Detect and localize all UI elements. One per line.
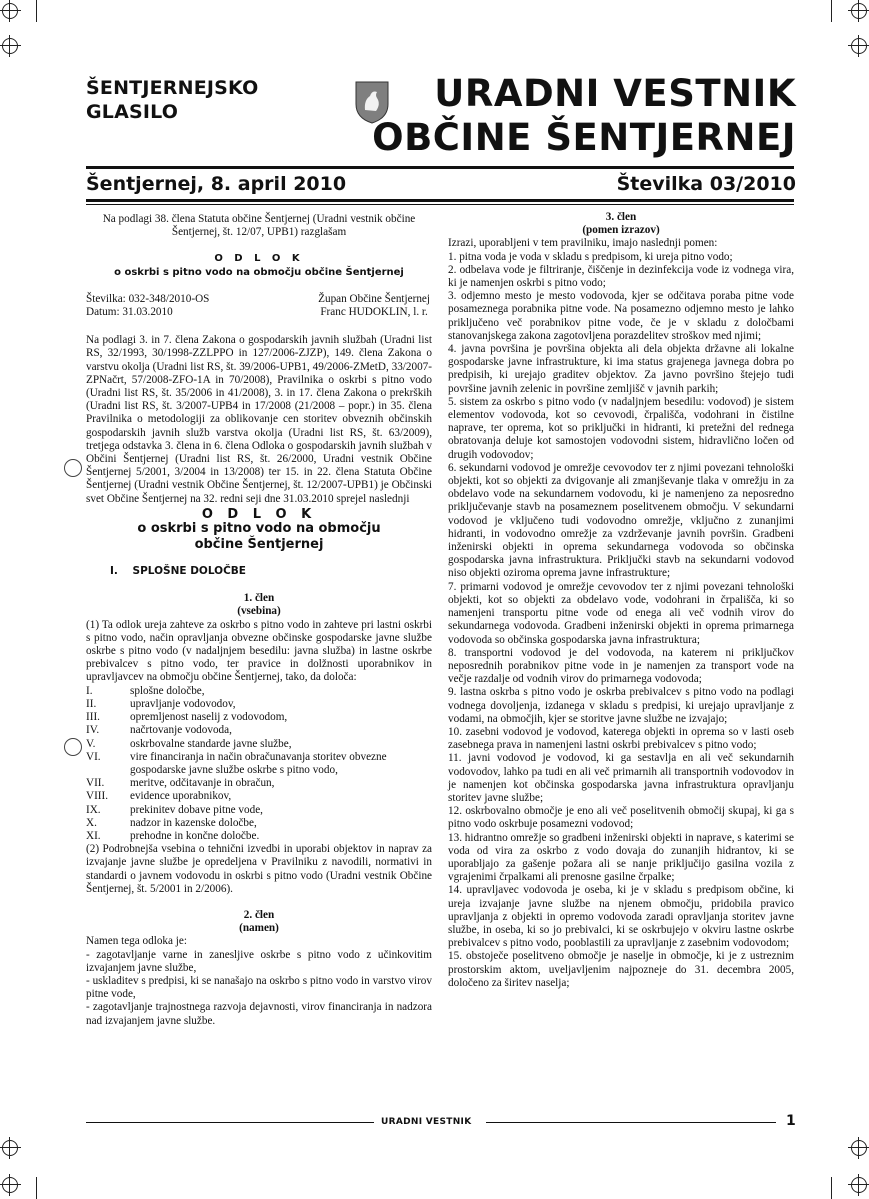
article-1-paragraph-1: (1) Ta odlok ureja zahteve za oskrbo s pitno vodo in zahteve pri lastni oskrbi s pitno vodo, način opravljanja obvezne občinske gospodarske javne službe oskrbe s pitno vodo (v nadaljnjem besedilu: javna služba) in lastne oskrbe prebivalcev s pitno vodo, ter pravice in dolžnosti uporabnikov in upravljavcev na območju občine Šentjernej, tako, da določa: bbox=[86, 618, 432, 684]
registration-mark-bottom-right bbox=[851, 1177, 867, 1193]
promulgation-intro: Na podlagi 38. člena Statuta občine Šentjernej (Uradni vestnik občine Šentjernej, št. 12/07, UPB1) razglašam bbox=[102, 213, 416, 239]
list-item: X. nadzor in kazenske določbe, bbox=[86, 816, 257, 829]
article-2-line: Namen tega odloka je: bbox=[86, 935, 187, 948]
article-1-paragraph-2: (2) Podrobnejša vsebina o tehnični izvedbi in uporabi objektov in naprav za izvajanje javne službe je opredeljena v Pravilniku z navodili, normativi in standardi o javnem vodovodu in oskrbi s pitno vodo (Uradni vestnik Občine Šentjernej, št. 5/2001 in 2/2006). bbox=[86, 843, 432, 895]
footer-rule-right bbox=[486, 1122, 776, 1123]
document-number: Številka: 032-348/2010-OS bbox=[86, 292, 210, 305]
odlok-main-subheading-2: občine Šentjernej bbox=[194, 537, 324, 553]
contents-list bbox=[86, 685, 432, 843]
definition-item: 5. sistem za oskrbo s pitno vodo (v nadaljnjem besedilu: vodovod) je sistem elementov vodovoda, kot so cevovodi, črpališča, vodohrani in čistilne naprave, ter oprema, kot so priključki in hidranti, ki pretežni del rednega obratovanja deluje kot samostojen vodovodni sistem, hidravlično ločen od drugih vodovodov; bbox=[448, 395, 794, 461]
document-date: Datum: 31.03.2010 bbox=[86, 306, 173, 319]
definition-item: 14. upravljavec vodovoda je oseba, ki je v skladu s predpisom občine, ki ureja izvajanje javne službe na njenem območju, pridobila pravico upravljanja z objekti in opremo vodovoda zaradi opravljanja storitev javne službe, in oseba, ki so jo prebivalci, ki se oskrbujejo v okviru lastne oskrbe prebivalcev s pitno vodo, pooblastili za upravljanje z zasebnim vodovodom; bbox=[448, 884, 794, 950]
article-1-subtitle: (vsebina) bbox=[237, 605, 281, 618]
header-rule-top bbox=[86, 166, 794, 169]
right-column bbox=[448, 211, 794, 990]
list-item: XI. prehodne in končne določbe. bbox=[86, 829, 260, 842]
mayor-role: Župan Občine Šentjernej bbox=[318, 292, 430, 305]
definition-item: 9. lastna oskrba s pitno vodo je oskrba prebivalcev s pitno vodo na podlagi vodnega dovoljenja, izdanega v skladu s predpisi, ki urejajo upravljanje z vodami, na območjih, kjer se storitve javne službe ne izvajajo; bbox=[448, 686, 794, 725]
definition-item: 12. oskrbovalno območje je eno ali več poselitvenih območij skupaj, ki ga s pitno vodo oskrbuje posamezni vodovod; bbox=[448, 805, 794, 831]
punch-hole bbox=[64, 738, 82, 756]
trim-mark bbox=[831, 1177, 832, 1199]
definition-item: 3. odjemno mesto je mesto vodovoda, kjer se odčitava poraba pitne vode posameznega porabnika pitne vode. Na posamezno odjemno mesto je lahko priključeno več porabnikov pitne vode, če je v skladu z določbami stanovanjskega zakona zagotovljena porazdelitev stroškov med njimi; bbox=[448, 290, 794, 342]
registration-mark-lower-left bbox=[2, 1140, 18, 1156]
definition-item: 1. pitna voda je voda v skladu s predpisom, ki ureja pitno vodo; bbox=[448, 250, 733, 263]
article-2-line: - uskladitev s predpisi, ki se nanašajo na oskrbo s pitno vodo in varstvo virov pitne vode, bbox=[86, 974, 432, 1001]
odlok-subheading: o oskrbi s pitno vodo na območju občine Šentjernej bbox=[114, 266, 404, 278]
definition-item: 2. odbelava vode je filtriranje, čiščenje in dezinfekcija vode iz vodnega vira, ki je namenjen oskrbi s pitno vodo; bbox=[448, 263, 794, 290]
punch-hole bbox=[64, 459, 82, 477]
list-item: VII. meritve, odčitavanje in obračun, bbox=[86, 777, 275, 790]
definition-item: Izrazi, uporabljeni v tem pravilniku, imajo naslednji pomen: bbox=[448, 237, 718, 250]
article-2-title: 2. člen bbox=[243, 908, 275, 921]
mayor-name: Franc HUDOKLIN, l. r. bbox=[320, 306, 428, 319]
left-column bbox=[86, 213, 432, 1028]
list-item: IX. prekinitev dobave pitne vode, bbox=[86, 803, 263, 816]
list-item: V. oskrbovalne standarde javne službe, bbox=[86, 737, 292, 750]
definition-item: 11. javni vodovod je vodovod, ki ga sestavlja en ali več sekundarnih vodovodov, lahko pa tudi en ali več primarnih ali transportnih vodovodov in je namenjen kot občinska gospodarska javna infrastruktura opravljanju storitev javne službe; bbox=[448, 752, 794, 804]
header-date-place: Šentjernej, 8. april 2010 bbox=[86, 173, 347, 195]
odlok-main-heading: O D L O K bbox=[201, 506, 317, 522]
article-3-subtitle: (pomen izrazov) bbox=[582, 224, 660, 237]
list-item: III. opremljenost naselij z vodovodom, bbox=[86, 711, 288, 724]
definition-item: 13. hidrantno omrežje so gradbeni inženirski objekti in naprave, s katerimi se voda od vira za oskrbo z vodo dovaja do zunanjih hidrantov, ki se uporabljajo za gašenje požara ali se nanje priključijo gasilna vozila z vgrajenimi črpalkami ali prenosne gasilne črpalke; bbox=[448, 831, 794, 884]
header-rule-bottom-thin bbox=[86, 204, 794, 205]
definition-item: 15. obstoječe poselitveno območje je naselje in območje, ki je z ustreznim prostorskim aktom, uveljavljenim najpozneje do 31. decembra 2005, določeno za širitev naselja; bbox=[448, 950, 794, 989]
footer-label: URADNI VESTNIK bbox=[381, 1117, 472, 1127]
registration-mark-lower-right bbox=[851, 1140, 867, 1156]
glasilo-label bbox=[86, 76, 326, 124]
trim-mark bbox=[36, 1177, 37, 1199]
page-number: 1 bbox=[786, 1113, 796, 1129]
definition-item: 6. sekundarni vodovod je omrežje cevovodov ter z njimi povezani tehnološki objekti, kot so objekti za dvigovanje ali zmanjševanje tlaka v omrežju in za obdelavo vode na sekundarnem vodovodu, ki je namenjeno za neposredno priključevanje stavb na posameznem poselitvenem območju. V sekundarni vodovod je vključeno tudi vodovodno omrežje, vključno z zunanjimi hidranti, in vodovodno omrežje za vzdrževanje javnih površin. Gradbeni inženirski objekti in oprema sekundarnega vodovoda so občinska gospodarska javna infrastruktura. Priključki stavb na sekundarni vodovod niso objekti oziroma oprema javne infrastrukture; bbox=[448, 461, 794, 580]
list-item: VIII. evidence uporabnikov, bbox=[86, 790, 232, 803]
definition-item: 10. zasebni vodovod je vodovod, katerega objekti in oprema so v lasti oseb zasebnega prava in namenjeni lastni oskrbi prebivalcev s pitno vodo; bbox=[448, 725, 794, 752]
article-3-title: 3. člen bbox=[605, 211, 637, 223]
article-2-line: - zagotavljanje varne in zanesljive oskrbe s pitno vodo z učinkovitim izvajanjem javne službe, bbox=[86, 948, 432, 974]
signature-block bbox=[86, 293, 432, 319]
registration-mark-top-right bbox=[851, 3, 867, 19]
registration-mark-bottom-left bbox=[2, 1177, 18, 1193]
section-heading: I. SPLOŠNE DOLOČBE bbox=[110, 565, 246, 578]
footer-rule-left bbox=[86, 1122, 374, 1123]
header-issue-number: Številka 03/2010 bbox=[616, 173, 796, 195]
definition-item: 4. javna površina je površina objekta ali dela objekta državne ali lokalne gospodarske javne infrastrukture, ki ima status grajenega javnega dobra po predpisih, ki urejajo graditev objektov. Za javno površino štejejo tudi površine javnih zelenic in površine zemljišč v javnih parkih; bbox=[448, 343, 794, 395]
article-1-title: 1. člen bbox=[243, 592, 275, 605]
trim-mark bbox=[36, 0, 37, 22]
masthead-title-line-1: URADNI VESTNIK bbox=[434, 72, 796, 115]
glasilo-line-2: GLASILO bbox=[86, 101, 179, 123]
registration-mark-top-left bbox=[2, 3, 18, 19]
article-2-subtitle: (namen) bbox=[239, 922, 279, 935]
odlok-main-subheading-1: o oskrbi s pitno vodo na območju bbox=[137, 521, 381, 537]
list-item: I. splošne določbe, bbox=[86, 684, 205, 697]
header-rule-bottom bbox=[86, 199, 794, 202]
masthead-title-line-2: OBČINE ŠENTJERNEJ bbox=[372, 116, 796, 159]
list-item: VI. vire financiranja in način obračunavanja storitev obvezne gospodarske javne službe oskrbe s pitno vodo, bbox=[86, 750, 387, 776]
registration-mark-upper-left bbox=[2, 38, 18, 54]
odlok-heading: O D L O K bbox=[214, 253, 304, 265]
registration-mark-upper-right bbox=[851, 38, 867, 54]
list-item: II. upravljanje vodovodov, bbox=[86, 697, 236, 710]
glasilo-line-1: ŠENTJERNEJSKO bbox=[86, 77, 259, 99]
list-item: IV. načrtovanje vodovoda, bbox=[86, 724, 232, 737]
article-2-line: - zagotavljanje trajnostnega razvoja dejavnosti, virov financiranja in nadzora nad izvajanjem javne službe. bbox=[86, 1001, 432, 1027]
legal-basis-paragraph: Na podlagi 3. in 7. člena Zakona o gospodarskih javnih službah (Uradni list RS, 32/1993, 30/1998-ZZLPPO in 127/2006-ZJZP), 149. člena Zakona o varstvu okolja (Uradni list RS, št. 39/2006-UPB1, 49/2006-ZMetD, 33/2007-ZPNačrt, 57/2008-ZFO-1A in 70/2008), Pravilnika o oskrbi s pitno vodo (Uradni list RS, št. 35/2006 in 41/2008), 3. in 17. člena Zakona o prekrških (Uradni list RS, št. 3/2007-UPB4 in 17/2008 (21/2008 – popr.) in 35. člena Pravilnika o metodologiji za oblikovanje cen storitev obveznih občinskih gospodarskih javnih služb varstva okolja (Uradni list RS, št. 63/2009), tretjega odstavka 3. člena in 6. člena Odloka o gospodarskih javnih službah v Občini Šentjernej (Uradni list RS, št. 26/2000, Uradni vestnik Občine Šentjernej 5/2001, 3/2004 in 13/2008) ter 15. in 22. člena Statuta Občine Šentjernej (Uradni vestnik Občine Šentjernej, št. 12/2007-UPB1) je Občinski svet Občine Šentjernej na 32. redni seji dne 31.03.2010 sprejel naslednji bbox=[86, 334, 432, 505]
definition-item: 7. primarni vodovod je omrežje cevovodov ter z njimi povezani tehnološki objekti, kot so objekti za obdelavo vode, vodohrani in črpališča, ki so namenjeni transportu pitne vode od enega ali več vodnih virov do sekundarnega vodovoda. Gradbeni inženirski objekti in oprema primarnega vodovoda so občinska gospodarska javna infrastruktura; bbox=[448, 580, 794, 646]
definition-item: 8. transportni vodovod je del vodovoda, na katerem ni priključkov neposrednih porabnikov pitne vode in je namenjen za transport vode na večje razdalje od vodnih virov do primarnega vodovoda; bbox=[448, 646, 794, 686]
trim-mark bbox=[831, 0, 832, 22]
